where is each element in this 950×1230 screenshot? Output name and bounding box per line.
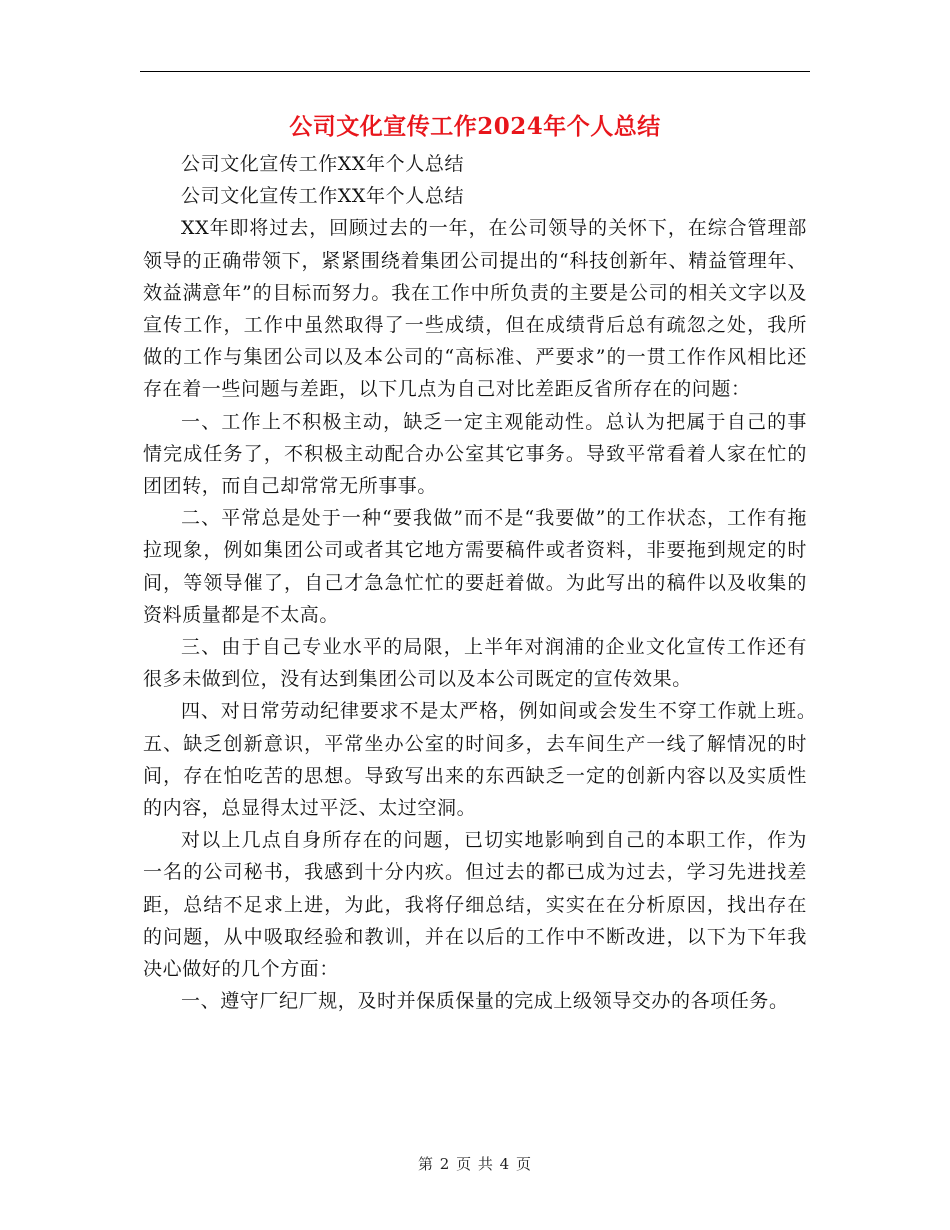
document-body — [143, 148, 847, 1017]
paragraph-issue-2: 二、平常总是处于一种“要我做”而不是“我要做”的工作状态，工作有拖拉现象，例如集团公司或者其它地方需要稿件或者资料，非要拖到规定的时间，等领导催了，自己才急急忙忙的要赶着做。为此写出的稿件以及收集的资料质量都是不太高。 — [143, 507, 807, 626]
paragraph-subtitle-1: 公司文化宣传工作XX年个人总结 — [181, 153, 465, 175]
page-number: 第 2 页 共 4 页 — [418, 1155, 532, 1173]
paragraph-issue-4-5: 四、对日常劳动纪律要求不是太严格，例如间或会发生不穿工作就上班。 五、缺乏创新意识，平常坐办公室的时间多，去车间生产一线了解情况的时间，存在怕吃苦的思想。导致写出来的东西缺乏一定的创新内容以及实质性的内容，总显得太过平泛、太过空洞。 — [143, 700, 847, 820]
header-rule — [140, 71, 810, 72]
paragraph-issue-1: 一、工作上不积极主动，缺乏一定主观能动性。总认为把属于自己的事情完成任务了，不积极主动配合办公室其它事务。导致平常看着人家在忙的团团转，而自己却常常无所事事。 — [143, 410, 807, 498]
paragraph-plan-1: 一、遵守厂纪厂规，及时并保质保量的完成上级领导交办的各项任务。 — [181, 990, 789, 1013]
paragraph-intro: XX年即将过去，回顾过去的一年，在公司领导的关怀下，在综合管理部领导的正确带领下，紧紧围绕着集团公司提出的“科技创新年、精益管理年、效益满意年”的目标而努力。我在工作中所负责的主要是公司的相关文字以及宣传工作，工作中虽然取得了一些成绩，但在成绩背后总有疏忽之处，我所做的工作与集团公司以及本公司的“高标准、严要求”的一贯工作作风相比还存在着一些问题与差距，以下几点为自己对比差距反省所存在的问题： — [143, 217, 807, 401]
document-title: 公司文化宣传工作2024年个人总结 — [289, 113, 661, 140]
paragraph-reflection: 对以上几点自身所存在的问题，已切实地影响到自己的本职工作，作为一名的公司秘书，我感到十分内疚。但过去的都已成为过去，学习先进找差距，总结不足求上进，为此，我将仔细总结，实实在在分析原因，找出存在的问题，从中吸取经验和教训，并在以后的工作中不断改进，以下为下年我决心做好的几个方面： — [143, 829, 807, 981]
paragraph-subtitle-2: 公司文化宣传工作XX年个人总结 — [181, 185, 465, 208]
paragraph-issue-3: 三、由于自己专业水平的局限，上半年对润浦的企业文化宣传工作还有很多未做到位，没有达到集团公司以及本公司既定的宣传效果。 — [143, 636, 807, 691]
